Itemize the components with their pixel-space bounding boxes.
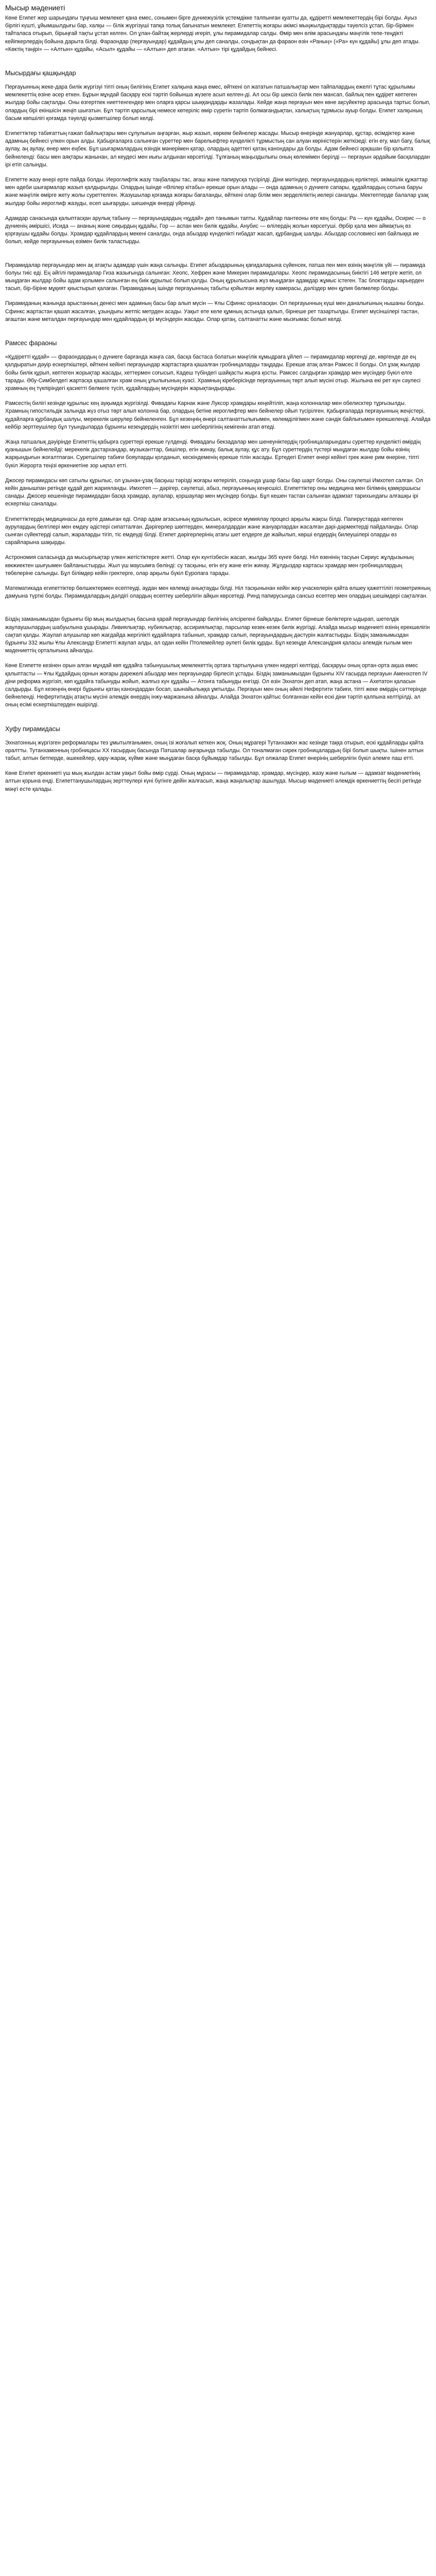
paragraph: Адамдар санасында қалыптасқан арулық табыну — перғауындардың «құдай» деп танымын тапты. Құдайлар пантеоны өте кең болды: Ра — күн құдайы, Осирис — о дүниенің әміршісі, Исида — ананың және сиқырдың құдайы, Гор — аспан мен билік құдайы, Анубис — өлілердің жолын көрсетуші. Әрбір қала мен аймақтың өз қорғаушы құдайы болды. Храмдар құдайлардың мекені саналды, онда абыздар күнделікті ғибадат жасап, құрбандық шалды. Абыздар сословиесі көп байлыққа ие болып, кейде перғауынның өзімен билік таластырды. [5,215,426,245]
intro-paragraph: Көне Египет жер шарындағы тұңғыш мемлекет қана емес, сонымен бірге дүниежүзілік үстемдікке талпынған қуатты да, құдіретті мемлекеттердің бірі болды. Ауыз бірлігі күшті, ұйымшылдығы бар, халқы — білік жүргізуші тапқа толық бағынатын мемлекет. Египеттің жоғары әкімсі мыңжылдықтарды тәуелсіз ұстап, бір-бірімен тайталаса отырып, бірыңғай тақты ұстап келген. Ол ұлан-байтақ жерлерді игеріп, ұлы пирамидалар салды. Өмір мен өлім арасындағы мәңгілік тепе-теңдікті кейіпкерлердің бойына дарыта білді. Фараондар (перғауындар) құдайдың ұлы деп саналды, сондықтан да фараон өзін «Раның» («Ра» күн құдайы) ұлы деп атады. «Көктің тәңірі» — «Алтын» құдайы, «Асыл» құдайы — «Алтын» деп атаған. «Алтын» тірі құдайдың бейнесі. [5,15,420,53]
paragraph: Египеттіктер табиғаттың ғажап байлықтары мен сұлулығын аңғарған, жыр жазып, көркем бейнелер жасады. Мысыр өнерінде жануарлар, құстар, өсімдіктер және адамның бейнесі үлкен орын алды. Қабырғаларға салынған суреттер мен барельефтер күнделікті тұрмыстың сан алуан көріністерін жеткізеді: егін егу, мал бағу, балық аулау, аң аулау, өнер мен еңбек. Бұл шығармалардың өзіндік мәнерімен қатар, олардың әдеттегі қатаң канондары да болды. Адам бейнесі әрқашан бір қалыпта бейнеленді: басы мен аяқтары жанынан, ал кеудесі мен иығы алдынан көрсетілді. Тұлғаның маңыздылығы оның көлемімен берілді — перғауын әрдайым басқалардан ірі етіп салынды. [5,130,430,168]
section-late-period [5,616,431,709]
paragraph: Египеттіктердің медицинасы да ерте дамыған еді. Олар адам ағзасының құрылысын, әсіресе мумиялау процесі арқылы жақсы білді. Папирустарда көптеген аурулардың белгілері мен емдеу әдістері сипатталған. Дәрігерлер шөптерден, минералдардан және жануарлардан жасалған дәрі-дәрмектерді пайдаланды. Олар сынған сүйектерді салып, жараларды тігіп, тіс емдеуді білді. Египет дәрігерлерінің атағы шет елдерге де жайылып, көрші елдердің билеушілері оларды өз сарайларына шақырды. [5,516,418,546]
paragraph: Көне Египетте кезінен орын алған мұндай көп құдайға табынушылық мемлекеттің ортаға тартылуына үлкен кедергі келтірді, басқаруы оның ортан-орта ақша емес қалыптасты — Ұлы Құдайдың орнын жоғары дәрежелі абыздар мен перғауындар бірлесіп ұстады. Біздің заманымыздан бұрынғы XIV ғасырда перғауын Аменхотеп IV діни реформа жүргізіп, көп құдайға табынуды жойып, жалғыз күн құдайы — Атонға табынуды енгізді. Ол өзін Эхнатон деп атап, жаңа астана — Ахетатон қаласын салдырды. Бұл кезеңнің өнері бұрынғы қатаң канондардан босап, шынайылыққа ұмтылды. Перғауын мен оның әйелі Нефертити табиғи, тіпті жеке өмірдің сәттерінде бейнеленді. Нефертитидің атақты мүсіні әлемдік өнердің інжу-маржанына айналды. Алайда Эхнатон қайтыс болғаннан кейін ескі діни тәртіп қалпына келтірілді, ал оның есімі ескерткіштерден өшірілді. [5,663,428,708]
paragraph: Египетте жазу өнері ерте пайда болды. Иероглифтік жазу таңбалары тас, ағаш және папирусқа түсірілді. Діни мәтіндер, перғауындардың ерліктері, әкімшілік құжаттар мен әдеби шығармалар жазып қалдырылды. Олардың ішінде «Өлілер кітабы» ерекше орын алады — онда адамның о дүниеге сапары, құдайлардың сотына баруы және мәңгілік өмірге жету жолы суреттелген. Жазушылар қоғамда жоғары бағаланды, өйткені олар білім мен зерделіліктің иелері саналды. Мектептерде балалар ұзақ жылдар бойы иероглиф жазуды, есеп шығаруды, шешендік өнерді үйренді. [5,177,429,207]
intro [5,14,431,54]
section-khufu [5,725,431,793]
paragraph: Біздің заманымыздан бұрынғы бір мың жылдықтың басына қарай перғауындар билігінің әлсірегені байқалды. Египет бірнеше бөліктерге ыдырап, шетелдік жаулаушылардың шабуылына ұшырады. Ливиялықтар, нубиялықтар, ассириялықтар, парсылар кезек-кезек билік жүргізді. Алайда мысыр мәдениеті өзінің ерекшелігін сақтап қалды. Жаулап алушылар көп жағдайда жергілікті құдайларға табынып, храмдар салып, перғауындардың дәстүрін жалғастырды. Біздің заманымыздан бұрынғы 332 жылы Ұлы Александр Египетті жаулап алды, ал одан кейін Птолемейлер әулеті билік құрды. Бұл кезеңде Александрия қаласы әлемдік ғылым мен мәдениеттің орталығына айналды. [5,616,430,654]
paragraph: Көне Египет өркениеті үш мың жылдан астам уақыт бойы өмір сүрді. Оның мұрасы — пирамидалар, храмдар, мүсіндер, жазу және ғылым — адамзат мәдениетінің алтын қорына енді. Египеттанушылардың зерттеулері күні бүгінге дейін жалғасып, жаңа жаңалықтар ашылуда. Мысыр мәдениеті әлемдік өркениеттің бесігі ретінде мәңгі есте қалады. [5,770,422,792]
paragraph: Математикада египеттіктер бөлшектермен есептеуді, аудан мен көлемді анықтауды білді. Ніл тасқынынан кейін жер учаскелерін қайта өлшеу қажеттілігі геометрияның дамуына түрткі болды. Пирамидалардың дәлдігі олардың есептеу шеберлігін айқын көрсетеді. Ринд папирусында сансыз есептер мен олардың шешімдері сақталған. [5,585,431,600]
page-title: Мысыр мәдениеті [5,4,65,12]
section-heading: Хуфу пирамидасы [5,725,60,733]
paragraph: Пирамидалар перғауындар мен ақ атақты адамдар үшін жаңа салынды. Египет абыздарының қағидаларына сүйенсек, патша пен мен өзінің мәңгілік үйі — пирамида болуы тиіс еді. Ең әйгілі пирамидалар Гиза жазығында салынған: Хеопс, Хефрен және Микерин пирамидалары. Хеопс пирамидасының биіктігі 146 метрге жетіп, ол мыңдаған жылдар бойы адам қолымен салынған ең биік құрылыс болып қалды. Оның құрылысына жүз мыңдаған адамдар жұмыс істеген. Тас блоктарды карьерден тасып, бір-біріне мұқият қиыстырып қалаған. Пирамиданың ішінде перғауынның табыты қойылған жерлеу камерасы, дәліздер мен құпия бөлмелер болды. [5,262,426,292]
paragraph: Пирамиданың жанында арыстанның денесі мен адамның басы бар алып мүсін — Ұлы Сфинкс орналасқан. Ол перғауынның күші мен даналығының нышаны болды. Сфинкс жартастан қашап жасалған, ұзындығы жетпіс метрден асады. Уақыт өте келе құмның астында қалып, бірнеше рет тазартылды. Египет мүсіншілері тастан, ағаштан және металдан перғауындар мен құдайлардың ірі мүсіндерін жасады. Олар қатаң, салтанатты және мызғымас болып келді. [5,300,425,323]
section-heading: Рамсес фараоны [5,340,57,347]
paragraph: Астрономия саласында да мысырлықтар үлкен жетістіктерге жетті. Олар күн күнтізбесін жасап, жылды 365 күнге бөлді. Ніл өзенінің тасуын Сириус жұлдызының көкжиектен шығуымен байланыстырды. Жыл үш маусымға бөлінді: су тасқыны, егін егу және егін жинау. Жұлдыздар картасы храмдар мен гробницалардың төбелеріне салынды. Бұл білімдер кейін гректерге, олар арқылы бүкіл Еуропаға тарады. [5,554,414,577]
paragraph: Жаңа патшалық дәуірінде Египеттің қабырға суреттері ерекше гүлденді. Фивадағы бекзадалар мен шенеуніктердің гробницаларындағы суреттер күнделікті өмірдің қуанышын бейнелейді: мерекелік дастархандар, музыканттар, бишілер, егін жинау, балық аулау, құс ату. Бұл суреттердің түстері мыңдаған жылдар бойы өзінің жарқындығын жоғалтпаған. Суретшілер табиғи бояуларды қолданып, кескіндеменің ерекше тілін жасады. Ертедегі Египет өнері кейінгі грек және рим өнеріне, тіпті бүкіл Жерорта теңізі өркениетіне зор ықпал етті. [5,438,421,469]
section-kashkyndar [5,69,431,246]
paragraph: Эхнатонның жүргізген реформалары тез ұмытылғанымен, оның ізі жоғалып кеткен жоқ. Оның мұрагері Тутанхамон жас кезінде таққа отырып, ескі құдайларды қайта оралтты. Тутанхамонның гробницасы ХХ ғасырдың басында Патшалар аңғарында табылды. Ол тоналмаған сирек гробницалардың бірі болып шықты. Ішінен алтын табыт, алтын бетперде, әшекейлер, қару-жарақ, күйме және мыңдаған басқа бұйымдар табылды. Бұл олжалар Египет өнерінің шеберлігін бүкіл әлемге паш етті. [5,739,424,762]
article [0,0,436,811]
paragraph: Рамсестің билігі кезінде құрылыс кең ауқымда жүргізілді. Фивадағы Карнак және Луксор храмдары кеңейтіліп, жаңа колонналар мен обелисктер тұрғызылды. Храмның гипостильдік залында жүз отыз төрт алып колонна бар, олардың бетіне иероглифтер мен бейнелер ойып түсірілген. Қабырғаларда перғауынның жеңістері, құдайларға құрбандық шалуы, мерекелік шерулер бейнеленген. Бұл кезеңнің өнері салтанаттылығымен, көлемділігімен және сәндік байлығымен ерекшеленді. Алайда кейбір зерттеушілер бұл туындыларда бұрынғы кезеңдердің нәзіктігі мен шеберлігінің кемігенін атап өтеді. [5,400,431,430]
paragraph: Перғауынның жеке-дара билік жүргізуі тіпті оның билігінің Египет халқына жаңа емес, өйткені ол жататын патшалықтар мен тайпалардың ежелгі тұтас құрылымы мемлекеттің өзіне әсер еткен. Бұрын мұндай басқару ескі тәртіп бойынша жүзеге асып келген-ді. Ал осы бір шексіз билік пен мансап, байлық пен құдірет көптеген жылдар бойы сақталды. Оны өзгертпек ниеттенгендер мен оларға қарсы шыққандарды жазалады. Кейде жаңа перғауын мен көне ақсүйектер арасында тартыс болып, олардың бірі екіншісін жеңіп шығатын. Бұл тәртіп қарсылық немесе көтеріліс өмір сүретін тәртіп болмағандықтан, халықтың тұрмысы ауыр болды. Египет халқының басым көпшілігі қоғамда тәуелді қызметшілер болып келді. [5,84,431,122]
section-ramses [5,339,431,600]
section-pyramids [5,262,431,324]
paragraph: Джосер пирамидасы көп сатылы құрылыс, ол ұзынан-ұзақ басқыш тәрізді жоғары көтеріліп, соңында ұшар басы бар шарт болды. Оны сәулетші Имхотеп салған. Ол кейін данышпан ретінде құдай деп жарияланды. Имхотеп — дәрігер, сәулетші, абыз, перғауынның кеңесшісі. Египеттіктер оны медицина мен білімнің қамқоршысы санады. Джосер кешенінде пирамидадан басқа храмдар, аулалар, қоршаулар мен мүсіндер болды. Бұл кешен тастан салынған адамзат тарихындағы алғашқы ірі ескерткіш саналады. [5,477,423,507]
section-heading: Мысырдағы қашқындар [5,70,76,77]
paragraph: «Құдіретті құдай» — фараондардың о дүниеге барғанда жаңға сая, басқа бастаса болатын мәңгілік кұмыдраға ұйлеп — пирамидалар көргенді де, көргенде де ең қалдыратын дәуір ескерткіштері, өйткені кейінгі перғауындар жартастарға қашалған гробницаларды таңдады. Ерекше атақ алған Рамсес II болды. Ол ұзақ жылдар бойы билік құрып, көптеген жорықтар жасады, хеттермен соғысып, Кадеш түбіндегі шайқасты жырға қосты. Рамсес салдырған храмдар мен мүсіндер бүкіл елге тарады. Әбу-Симбелдегі жартасқа қашалған храм оның ұлылығының куәсі. Храмның кіреберісінде перғауынның төрт алып мүсіні отыр. Жылына екі рет күн сәулесі храмның ең түкпіріндегі қасиетті бөлмеге түсіп, құдайлардың мүсіндерін жарықтандырады. [5,354,421,392]
